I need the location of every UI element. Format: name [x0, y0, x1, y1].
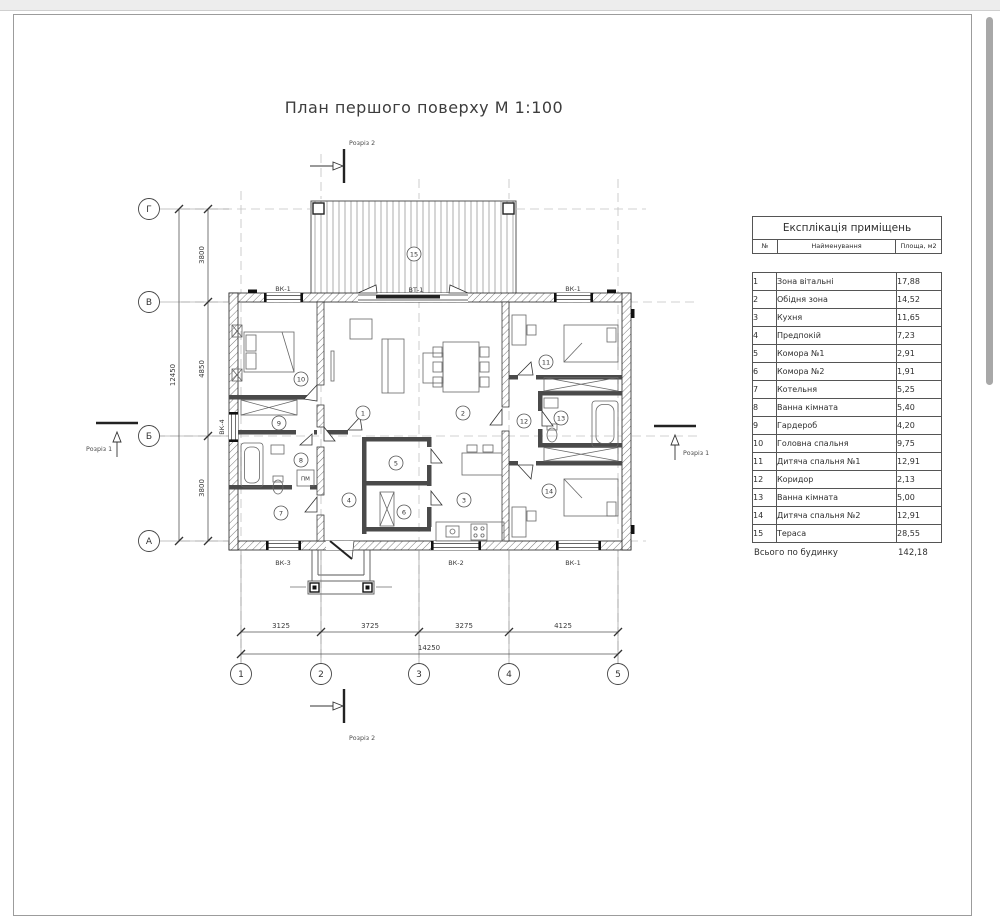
- table-row: 4 Предпокій 7,23: [753, 327, 942, 345]
- wardrobe-9: [241, 400, 297, 415]
- grid-bubbles-left: [139, 199, 160, 552]
- window-top-right: [554, 293, 593, 302]
- svg-text:ВК-1: ВК-1: [565, 559, 581, 567]
- table-row: 3 Кухня 11,65: [753, 309, 942, 327]
- svg-text:5: 5: [615, 670, 621, 681]
- svg-text:ВК-3: ВК-3: [275, 559, 291, 567]
- svg-text:4: 4: [506, 670, 512, 681]
- vertical-scrollbar-thumb[interactable]: [986, 17, 993, 385]
- svg-text:4850: 4850: [198, 360, 206, 378]
- table-row: 8 Ванна кімната 5,40: [753, 399, 942, 417]
- svg-text:Розріз 2: Розріз 2: [349, 735, 376, 742]
- svg-text:12450: 12450: [169, 363, 177, 387]
- grid-bubbles-bottom: [231, 664, 629, 685]
- svg-text:3800: 3800: [198, 479, 206, 497]
- kitchen-island: [462, 445, 502, 475]
- table-row: 14 Дитяча спальня №2 12,91: [753, 507, 942, 525]
- svg-text:2: 2: [460, 409, 466, 418]
- window-left: [229, 412, 238, 442]
- svg-text:8: 8: [298, 456, 304, 465]
- svg-text:9: 9: [276, 419, 282, 428]
- svg-text:10: 10: [296, 375, 306, 384]
- svg-text:ПМ: ПМ: [301, 476, 310, 483]
- table-row: 15 Тераса 28,55: [753, 525, 942, 543]
- svg-text:Розріз 1: Розріз 1: [86, 446, 113, 453]
- svg-text:4: 4: [346, 496, 352, 505]
- svg-text:11: 11: [541, 358, 551, 367]
- svg-text:5: 5: [393, 459, 399, 468]
- svg-text:1: 1: [360, 409, 366, 418]
- table-row: 6 Комора №2 1,91: [753, 363, 942, 381]
- bedroom-14-furniture: [512, 479, 618, 537]
- svg-text:3: 3: [461, 496, 467, 505]
- dimensions-left: [160, 205, 229, 545]
- svg-text:13: 13: [556, 414, 566, 423]
- window-top-left: [264, 293, 303, 302]
- svg-text:ВК-2: ВК-2: [448, 559, 464, 567]
- svg-text:14: 14: [544, 487, 554, 496]
- living-room-furniture: [331, 319, 443, 393]
- svg-text:3800: 3800: [198, 246, 206, 264]
- table-row: 13 Ванна кімната 5,00: [753, 489, 942, 507]
- column-header-name: Найменування: [778, 240, 896, 253]
- dining-table: [433, 342, 489, 392]
- bathroom-13-fixtures: [544, 398, 618, 447]
- svg-text:1: 1: [238, 670, 244, 681]
- room-schedule: [752, 216, 942, 563]
- section-1-right: [654, 426, 709, 460]
- schedule-footer: [752, 543, 942, 563]
- section-2-top: [310, 139, 375, 183]
- floor-plan-drawing: [86, 129, 746, 754]
- svg-text:3125: 3125: [272, 622, 290, 630]
- column-header-number: №: [753, 240, 778, 253]
- svg-text:Г: Г: [146, 205, 152, 216]
- exterior-walls: [229, 290, 635, 551]
- table-row: 9 Гардероб 4,20: [753, 417, 942, 435]
- window-bottom-center: [431, 541, 481, 550]
- furniture: [232, 315, 618, 541]
- svg-text:Розріз 1: Розріз 1: [683, 450, 710, 457]
- table-row: 2 Обідня зона 14,52: [753, 291, 942, 309]
- entrance-porch: [290, 550, 392, 594]
- svg-text:4125: 4125: [554, 622, 572, 630]
- window-bottom-right: [556, 541, 601, 550]
- closet-6-shelf: [380, 492, 394, 526]
- total-label: Всього по будинку: [754, 548, 838, 558]
- section-2-bottom: [310, 689, 375, 742]
- table-row: 7 Котельня 5,25: [753, 381, 942, 399]
- svg-text:15: 15: [409, 250, 419, 259]
- svg-text:Розріз 2: Розріз 2: [349, 140, 376, 147]
- page-title: План першого поверху М 1:100: [284, 98, 564, 117]
- entrance-door: [326, 541, 354, 559]
- table-row: 11 Дитяча спальня №1 12,91: [753, 453, 942, 471]
- svg-text:12: 12: [519, 417, 529, 426]
- svg-text:2: 2: [318, 670, 324, 681]
- table-row: 5 Комора №1 2,91: [753, 345, 942, 363]
- svg-text:А: А: [145, 537, 153, 548]
- kitchen-counter: [436, 522, 504, 541]
- schedule-header: [752, 216, 942, 254]
- svg-text:6: 6: [401, 508, 407, 517]
- section-1-left: [86, 423, 138, 457]
- drawing-page: [13, 14, 972, 916]
- svg-text:В: В: [145, 298, 153, 309]
- schedule-body: [752, 272, 942, 543]
- wardrobe-11: [544, 378, 618, 392]
- svg-text:Б: Б: [145, 432, 153, 443]
- svg-text:ВТ-1: ВТ-1: [408, 286, 424, 294]
- svg-text:3725: 3725: [361, 622, 379, 630]
- table-row: 1 Зона вітальні 17,88: [753, 273, 942, 291]
- svg-text:3: 3: [416, 670, 422, 681]
- schedule-title: Експлікація приміщень: [753, 217, 941, 240]
- column-header-area: Площа, м2: [900, 242, 937, 250]
- bedroom-11-furniture: [512, 315, 618, 362]
- window-bottom-left: [266, 541, 301, 550]
- total-value: 142,18: [898, 548, 928, 558]
- svg-text:14250: 14250: [417, 644, 441, 652]
- svg-text:7: 7: [278, 509, 284, 518]
- svg-text:ВК-1: ВК-1: [275, 285, 291, 293]
- svg-text:3275: 3275: [455, 622, 473, 630]
- washing-machine: [297, 470, 314, 486]
- table-row: 12 Коридор 2,13: [753, 471, 942, 489]
- browser-top-band: [0, 0, 1000, 11]
- wardrobe-14: [544, 448, 618, 462]
- svg-text:ВК-1: ВК-1: [565, 285, 581, 293]
- svg-text:ВК-4: ВК-4: [218, 419, 226, 435]
- table-row: 10 Головна спальня 9,75: [753, 435, 942, 453]
